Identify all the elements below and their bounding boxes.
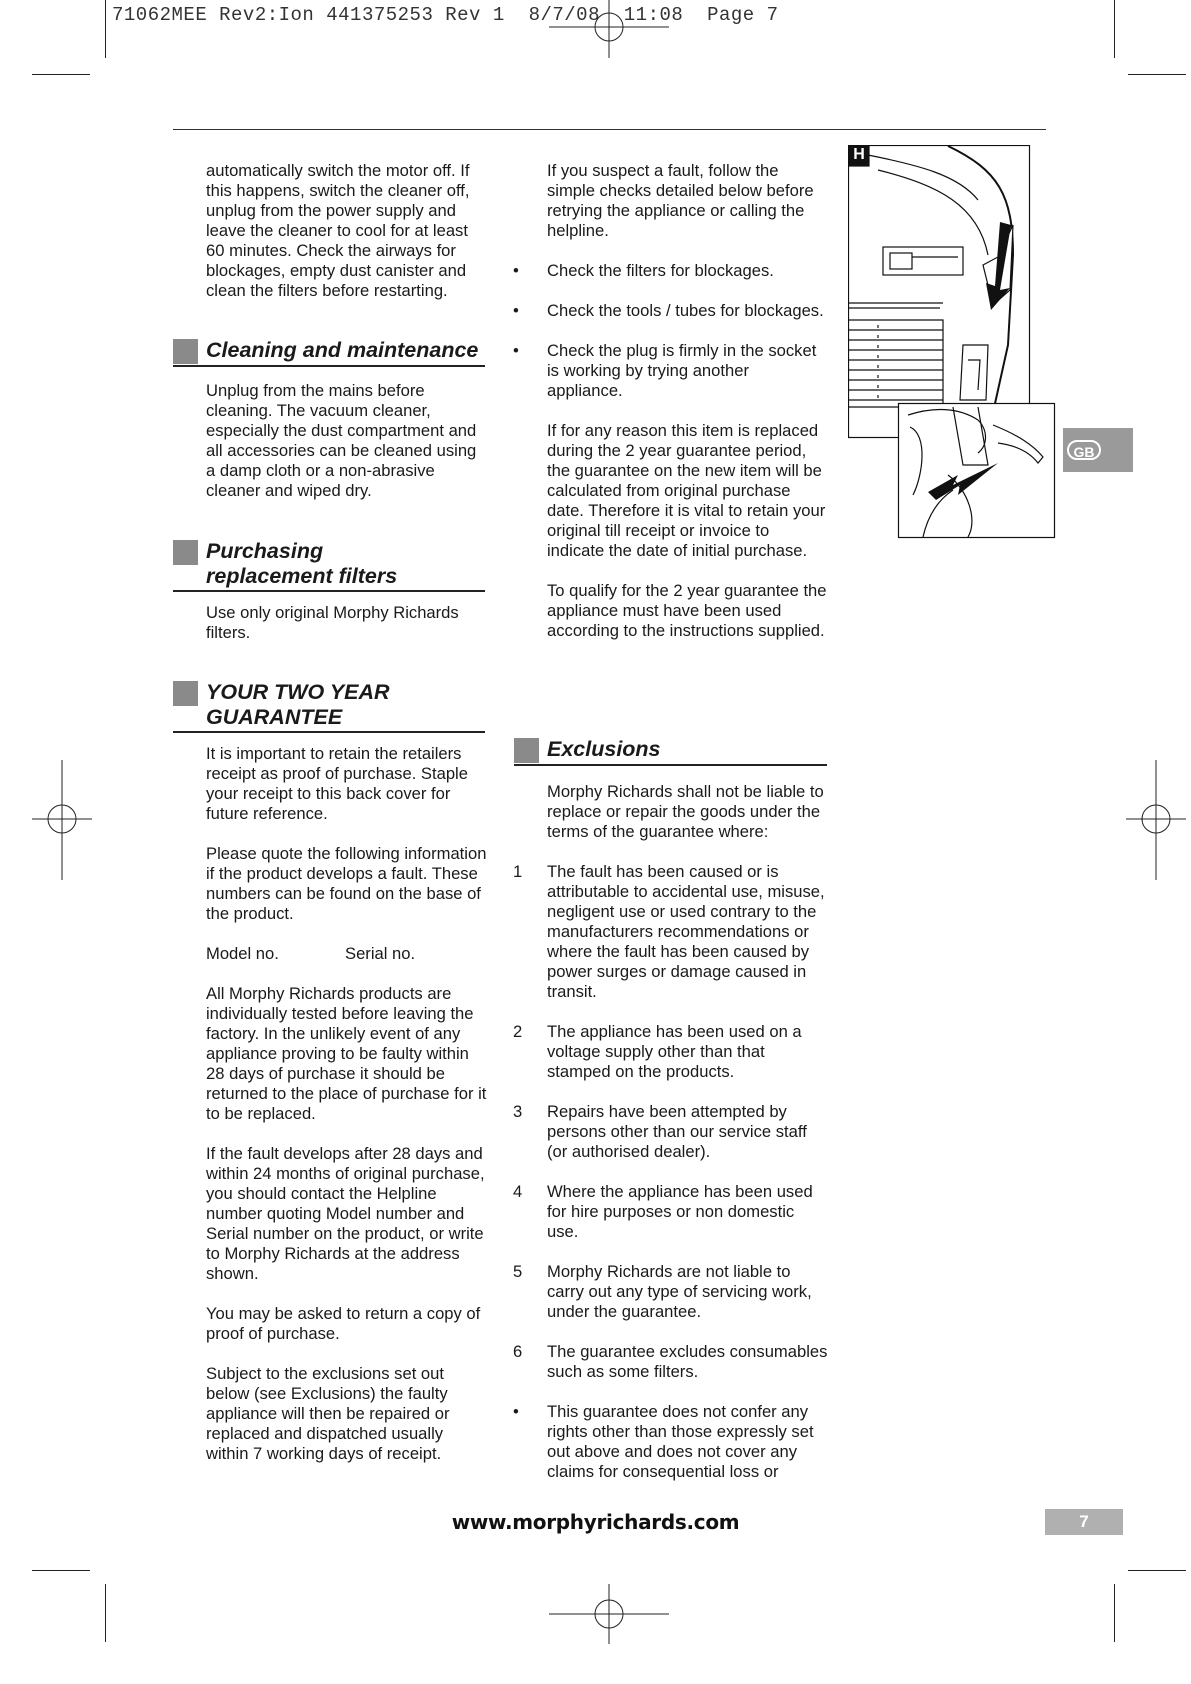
filters-body: Use only original Morphy Richards filters. <box>206 603 459 642</box>
model-label: Model no. <box>206 944 279 963</box>
check-text: Check the plug is firmly in the socket is working by trying another appliance. <box>547 341 817 400</box>
check-item <box>513 341 829 401</box>
exclusion-text: Where the appliance has been used for hire purposes or non domestic use. <box>547 1182 813 1241</box>
website-url: www.morphyrichards.com <box>451 1510 740 1534</box>
filters-heading <box>206 539 397 589</box>
figure-h-illustration <box>848 145 1063 545</box>
print-slug: 71062MEE Rev2:Ion 441375253 Rev 1 8/7/08 11:08 Page 7 <box>112 4 779 26</box>
motor-cutout-text: automatically switch the motor off. If this happens, switch the cleaner off, unplug from the power supply and leave the cleaner to cool for at least 60 minutes. Check the airways for blockages, empty dust canister and clean the filters before restarting. <box>206 161 470 300</box>
exclusion-text: The guarantee excludes consumables such as some filters. <box>547 1342 828 1381</box>
guarantee-p2: Please quote the following information if the product develops a fault. These numbers can be found on the base of the product. <box>206 844 487 923</box>
exclusion-item <box>513 1342 829 1382</box>
exclusion-item <box>513 862 829 1002</box>
guarantee-p3: All Morphy Richards products are individually tested before leaving the factory. In the unlikely event of any appliance proving to be faulty within 28 days of purchase it should be returned to the place of purchase for it to be replaced. <box>206 984 487 1123</box>
cleaning-body: Unplug from the mains before cleaning. The vacuum cleaner, especially the dust compartment and all accessories can be cleaned using a damp cloth or a non-abrasive cleaner and wiped dry. <box>206 381 477 500</box>
serial-label: Serial no. <box>345 944 416 963</box>
exclusion-item <box>513 1262 829 1322</box>
guarantee-heading-line2: GUARANTEE <box>206 705 343 729</box>
exclusions-intro: Morphy Richards shall not be liable to replace or repair the goods under the terms of the guarantee where: <box>547 782 824 841</box>
cleaning-heading: Cleaning and maintenance <box>206 338 479 362</box>
guarantee-p6: Subject to the exclusions set out below (see Exclusions) the faulty appliance will then be repaired or replaced and dispatched usually within 7 working days of receipt. <box>206 1364 450 1463</box>
model-serial-row <box>206 944 488 964</box>
guarantee-body <box>206 744 488 1484</box>
check-text: Check the tools / tubes for blockages. <box>547 301 824 320</box>
exclusion-text: This guarantee does not confer any rights other than those expressly set out above and does not cover any claims for consequential loss or <box>547 1402 814 1481</box>
exclusions-body <box>513 782 829 1502</box>
bullet: • <box>513 261 519 280</box>
exclusion-number: 3 <box>513 1102 523 1121</box>
heading-marker <box>173 681 198 706</box>
language-code: GB <box>1067 440 1101 460</box>
column-left <box>206 161 486 321</box>
exclusion-text: Repairs have been attempted by persons other than our service staff (or authorised dealer). <box>547 1102 807 1161</box>
fault-intro: If you suspect a fault, follow the simple checks detailed below before retrying the appliance or calling the helpline. <box>547 161 814 240</box>
heading-rule <box>514 764 827 766</box>
exclusions-heading: Exclusions <box>547 737 661 761</box>
exclusion-number: 2 <box>513 1022 523 1041</box>
top-rule <box>173 129 1046 130</box>
exclusion-item <box>513 1402 829 1482</box>
heading-marker <box>514 738 539 763</box>
bullet: • <box>513 341 519 360</box>
exclusion-number: 4 <box>513 1182 523 1201</box>
replacement-paragraph: If for any reason this item is replaced during the 2 year guarantee period, the guarantee on the new item will be calculated from original purchase date. Therefore it is vital to retain your original till receipt or invoice to indicate the date of initial purchase. <box>547 421 826 560</box>
qualify-paragraph: To qualify for the 2 year guarantee the appliance must have been used according to the instructions supplied. <box>547 581 827 640</box>
exclusion-item <box>513 1102 829 1162</box>
heading-rule <box>173 365 485 367</box>
guarantee-p4: If the fault develops after 28 days and within 24 months of original purchase, you should contact the Helpline number quoting Model number and Serial number on the product, or write to Morphy Richards at the address shown. <box>206 1144 485 1283</box>
exclusion-number: 5 <box>513 1262 523 1281</box>
bullet: • <box>513 1402 519 1421</box>
guarantee-p1: It is important to retain the retailers receipt as proof of purchase. Staple your receipt to this back cover for future reference. <box>206 744 468 823</box>
filters-heading-line1: Purchasing <box>206 539 324 563</box>
figure-label: H <box>853 146 865 163</box>
guarantee-heading <box>206 680 390 730</box>
check-item <box>513 261 829 281</box>
heading-marker <box>173 339 198 364</box>
heading-marker <box>173 540 198 565</box>
exclusion-text: Morphy Richards are not liable to carry out any type of servicing work, under the guarantee. <box>547 1262 812 1321</box>
heading-rule <box>173 590 485 592</box>
bullet: • <box>513 301 519 320</box>
exclusion-text: The fault has been caused or is attributable to accidental use, misuse, negligent use or used contrary to the manufacturers recommendations or where the fault has been caused by power surges or damage caused in transit. <box>547 862 825 1001</box>
exclusion-item <box>513 1022 829 1082</box>
heading-rule <box>173 731 485 733</box>
filters-heading-line2: replacement filters <box>206 564 398 588</box>
exclusion-number: 1 <box>513 862 523 881</box>
check-text: Check the filters for blockages. <box>547 261 774 280</box>
exclusion-text: The appliance has been used on a voltage supply other than that stamped on the products. <box>547 1022 802 1081</box>
guarantee-p5: You may be asked to return a copy of proof of purchase. <box>206 1304 481 1343</box>
column-middle <box>513 161 829 661</box>
exclusion-number: 6 <box>513 1342 523 1361</box>
exclusion-item <box>513 1182 829 1242</box>
page-number: 7 <box>1045 1509 1123 1535</box>
guarantee-heading-line1: YOUR TWO YEAR <box>206 680 390 704</box>
check-item <box>513 301 829 321</box>
